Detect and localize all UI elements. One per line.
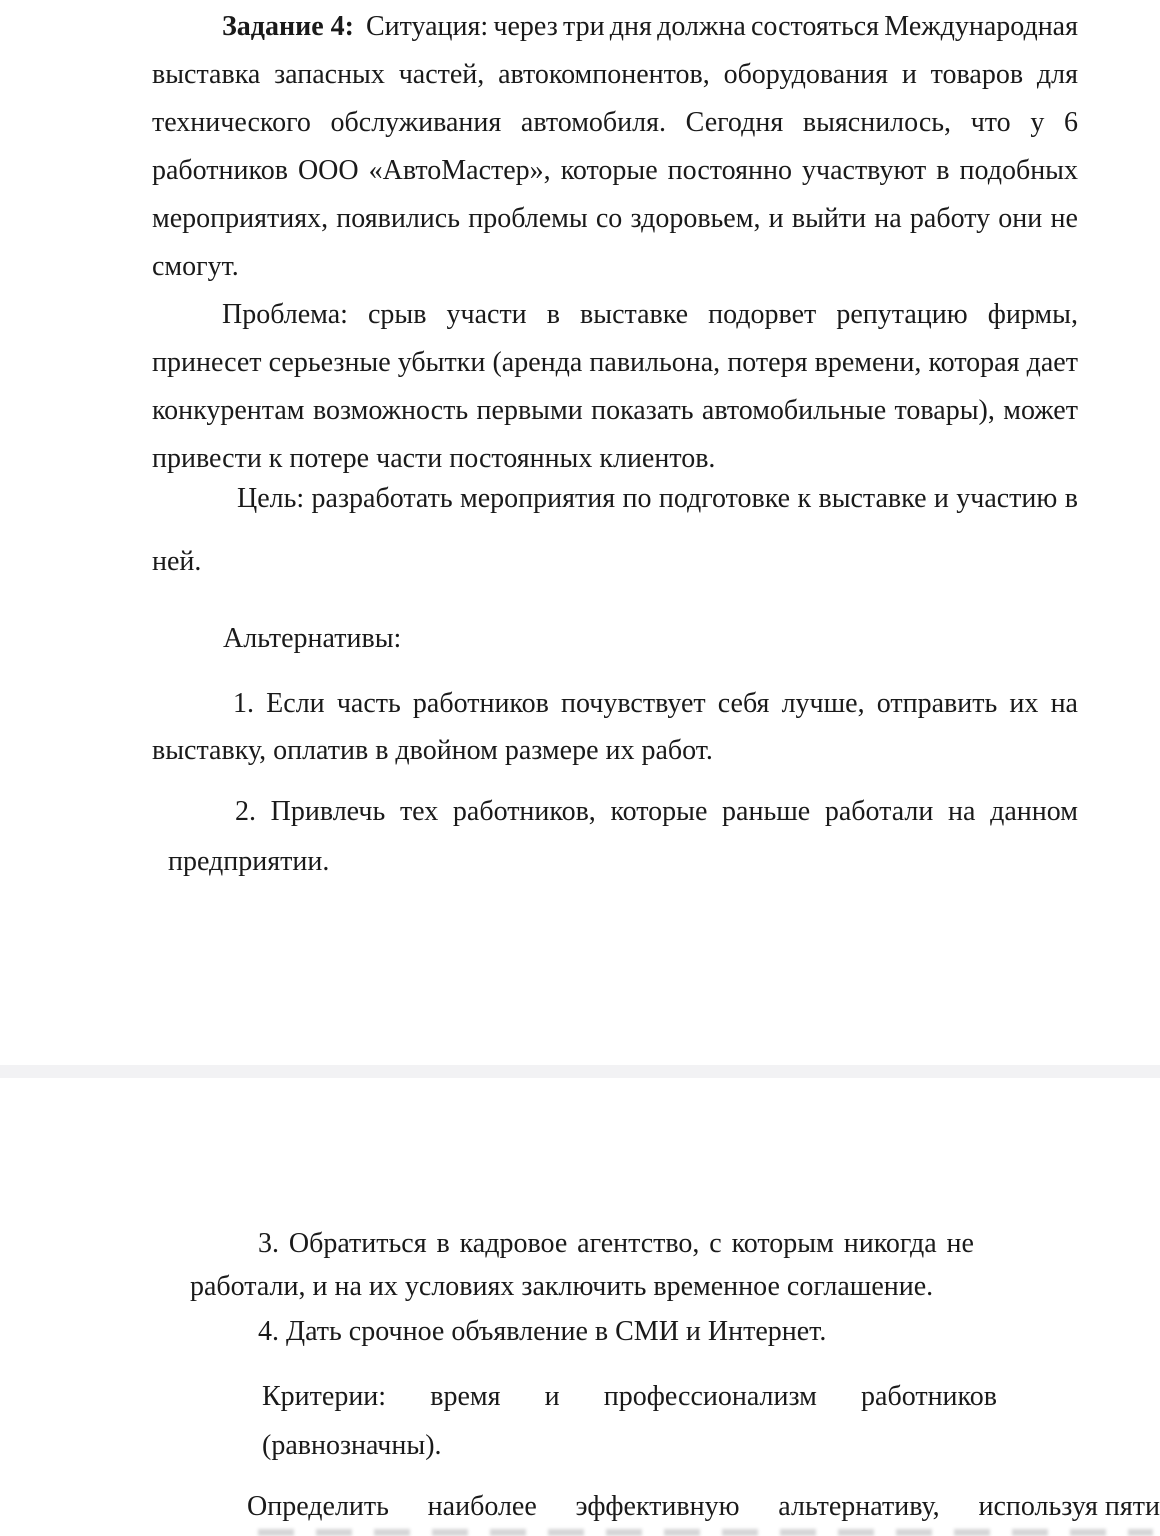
situation-first-line <box>222 10 1078 44</box>
situation-line: технического обслуживания автомобиля. Сегодня выяснилось, что у 6 <box>152 107 1078 138</box>
alternative-3-line: работали, и на их условиях заключить временное соглашение. <box>190 1271 934 1302</box>
clipped-next-line-hint <box>258 1529 1153 1536</box>
problem-line: конкурентам возможность первыми показать автомобильные товары), может <box>152 395 1078 426</box>
problem-line: привести к потере части постоянных клиентов. <box>152 443 716 474</box>
alternative-1-line: выставку, оплатив в двойном размере их работ. <box>152 735 713 766</box>
alternatives-heading: Альтернативы: <box>223 623 402 654</box>
goal-line: ней. <box>152 546 202 577</box>
alternative-3-line: 3. Обратиться в кадровое агентство, с которым никогда не <box>258 1228 974 1259</box>
goal-line: Цель: разработать мероприятия по подготовке к выставке и участию в <box>237 483 1078 514</box>
problem-line: Проблема: срыв участи в выставке подорвет репутацию фирмы, <box>222 299 1078 330</box>
situation-line: Ситуация: через три дня должна состояться Международная <box>365 11 1078 42</box>
criteria-line: Критерии: время и профессионализм работников <box>262 1381 997 1412</box>
situation-line: работников ООО «АвтоМастер», которые постоянно участвуют в подобных <box>152 155 1078 186</box>
alternative-1-line: 1. Если часть работников почувствует себя лучше, отправить их на <box>233 688 1078 719</box>
task-label: Задание 4: <box>222 11 354 42</box>
situation-line: выставка запасных частей, автокомпонентов, оборудования и товаров для <box>152 59 1078 90</box>
situation-line: смогут. <box>152 251 239 282</box>
situation-line: мероприятиях, появились проблемы со здоровьем, и выйти на работу они не <box>152 203 1078 234</box>
alternative-2-line: предприятии. <box>168 846 330 877</box>
criteria-line: (равнозначны). <box>262 1430 442 1461</box>
closing-line: Определить наиболее эффективную альтернативу, используя пяти <box>247 1491 1160 1522</box>
alternative-2-line: 2. Привлечь тех работников, которые раньше работали на данном <box>235 796 1078 827</box>
alternative-4-line: 4. Дать срочное объявление в СМИ и Интернет. <box>258 1316 827 1347</box>
page-break-divider <box>0 1065 1160 1078</box>
problem-line: принесет серьезные убытки (аренда павильона, потеря времени, которая дает <box>152 347 1078 378</box>
